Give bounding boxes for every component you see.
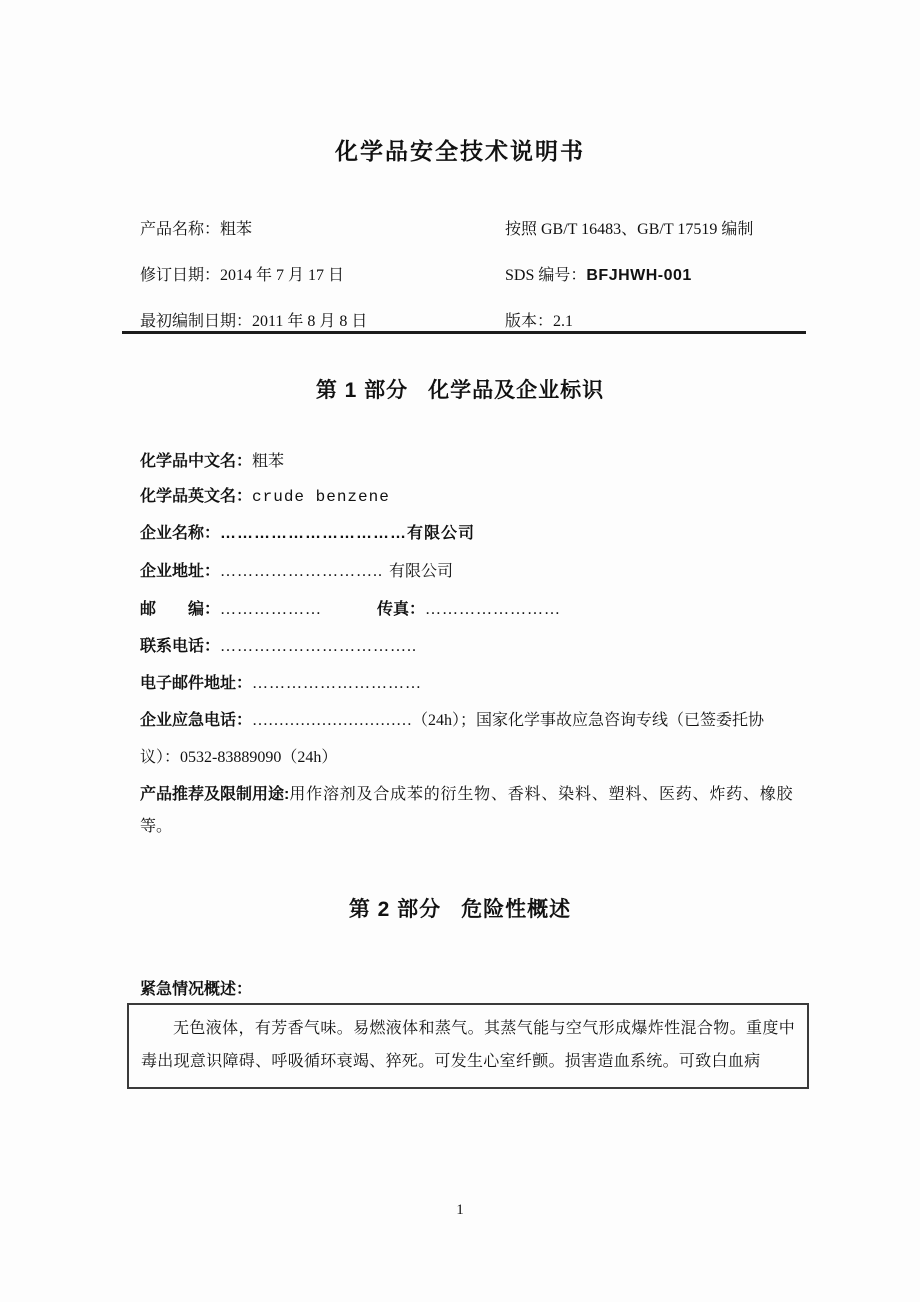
field-email [140, 670, 422, 693]
first-compiled-date-value: 2011 年 8 月 8 日 [252, 313, 368, 330]
sds-number-value: BFJHWH-001 [586, 267, 692, 284]
chemical-cn-name-label: 化学品中文名： [140, 453, 253, 470]
emergency-overview-box: 无色液体，有芳香气味。易燃液体和蒸气。其蒸气能与空气形成爆炸性混合物。重度中毒出现意识障碍、呼吸循环衰竭、猝死。可发生心室纤颤。损害造血系统。可致白血病 [127, 1003, 809, 1089]
header-divider-rule [122, 331, 806, 334]
section2-heading-number: 第 2 部分 [348, 898, 442, 921]
product-name-value: 粗苯 [220, 221, 253, 238]
revision-date-value: 2014 年 7 月 17 日 [220, 267, 345, 284]
header-row-product [140, 216, 806, 239]
field-contact-phone [140, 633, 417, 656]
sds-number-label: SDS 编号： [505, 267, 587, 284]
fax-value: …………………… [425, 601, 562, 618]
header-row-revision [140, 262, 806, 285]
recommended-use-value: 用作溶剂及合成苯的衍生物、香料、染料、塑料、医药、炸药、橡胶 [289, 786, 794, 803]
document-title: 化学品安全技术说明书 [335, 138, 585, 164]
emergency-phone-value: …………………………（24h）；国家化学事故应急咨询专线（已签委托协 [252, 712, 765, 729]
page-number: 1 [456, 1202, 464, 1218]
chemical-en-name-label: 化学品英文名： [140, 488, 253, 505]
version-value: 2.1 [553, 313, 574, 330]
email-value: ………………………… [252, 675, 423, 692]
field-chemical-cn-name [140, 448, 284, 471]
version-cell [505, 308, 573, 331]
contact-phone-value: …………………………….. [220, 638, 418, 655]
section1-heading [0, 374, 920, 404]
emergency-phone-continuation: 议）：0532-83889090（24h） [140, 749, 338, 766]
field-company-address [140, 558, 453, 581]
section2-heading-text: 危险性概述 [461, 898, 572, 921]
header-row-firstdate [140, 308, 806, 331]
postal-code-label: 邮 编： [140, 601, 221, 618]
contact-phone-label: 联系电话： [140, 638, 221, 655]
field-emergency-phone [140, 707, 764, 730]
emergency-phone-label: 企业应急电话： [140, 712, 253, 729]
section1-heading-text: 化学品及企业标识 [428, 379, 605, 402]
field-company-name [140, 520, 475, 543]
fax-cell [377, 596, 561, 619]
company-address-label: 企业地址： [140, 563, 221, 580]
field-chemical-en-name [140, 483, 390, 506]
version-label: 版本： [505, 313, 554, 330]
emergency-overview-label: 紧急情况概述： [140, 981, 253, 998]
chemical-en-name-value: crude benzene [252, 488, 390, 506]
section1-heading-number: 第 1 部分 [315, 379, 409, 402]
email-label: 电子邮件地址： [140, 675, 253, 692]
company-address-dots: ……………………….. [220, 563, 384, 580]
field-postal-fax [140, 596, 562, 619]
sds-number-cell [505, 262, 692, 285]
product-name-label: 产品名称： [140, 221, 221, 238]
fax-label: 传真： [377, 601, 426, 618]
postal-code-value: ……………… [220, 601, 323, 618]
chemical-cn-name-value: 粗苯 [252, 453, 285, 470]
revision-date-label: 修订日期： [140, 267, 221, 284]
standard-basis-note: 按照 GB/T 16483、GB/T 17519 编制 [505, 221, 754, 238]
company-address-value: 有限公司 [389, 563, 454, 580]
company-name-value: ……………………………有限公司 [220, 525, 476, 542]
first-compiled-date-label: 最初编制日期： [140, 313, 253, 330]
company-name-label: 企业名称： [140, 525, 221, 542]
section2-heading [0, 893, 920, 923]
recommended-use-continuation: 等。 [140, 818, 173, 835]
recommended-use-label: 产品推荐及限制用途: [140, 786, 290, 803]
field-recommended-use [140, 781, 793, 804]
